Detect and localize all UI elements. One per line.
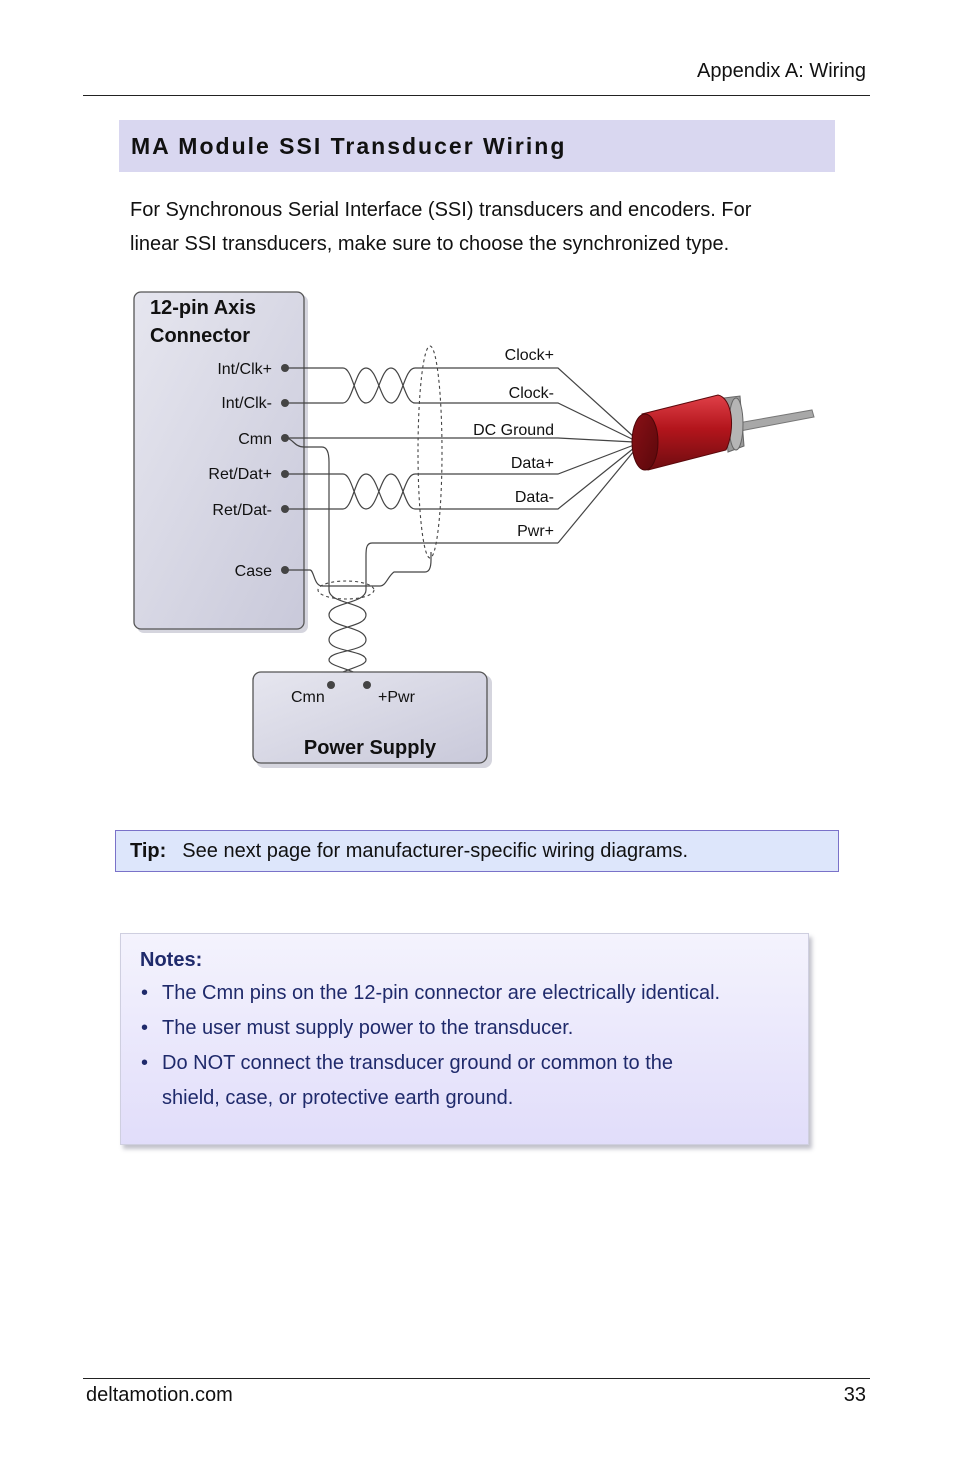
note-text: Do NOT connect the transducer ground or common to the	[162, 1052, 674, 1074]
cable-shield-ellipse	[418, 346, 442, 558]
pin-label-int-clk-plus: Int/Clk+	[217, 361, 272, 378]
section-title-text: MA Module SSI Transducer Wiring	[131, 132, 567, 159]
wire-supply-pwr	[329, 590, 366, 684]
wire-label-clock-plus: Clock+	[504, 347, 554, 364]
note-item	[140, 1046, 790, 1116]
connector-title-line-1: 12-pin Axis	[150, 297, 256, 319]
wire-label-clock-minus: Clock-	[508, 385, 554, 402]
wire-pwr-plus	[558, 451, 634, 543]
intro-line-1: For Synchronous Serial Interface (SSI) transducers and encoders. For	[130, 199, 752, 221]
supply-label-cmn: Cmn	[291, 689, 325, 706]
supply-pin-cmn	[327, 681, 335, 689]
footer-divider	[83, 1378, 870, 1379]
footer-website: deltamotion.com	[86, 1384, 233, 1406]
pin-label-case: Case	[234, 563, 272, 580]
tip-label: Tip:	[130, 839, 167, 862]
connector-title-line-2: Connector	[150, 325, 250, 347]
footer-page-number: 33	[843, 1384, 866, 1406]
wire-label-data-plus: Data+	[510, 455, 554, 472]
bullet-icon: •	[141, 1052, 149, 1074]
bullet-icon: •	[141, 982, 149, 1004]
note-text-continued: shield, case, or protective earth ground.	[162, 1087, 514, 1109]
tip-box	[115, 830, 839, 872]
wire-label-data-minus: Data-	[514, 489, 554, 506]
tip-text: See next page for manufacturer-specific wiring diagrams.	[182, 839, 689, 862]
supply-pin-pwr	[363, 681, 371, 689]
note-text: The user must supply power to the transducer.	[162, 1017, 574, 1039]
note-item	[140, 1011, 790, 1046]
bullet-icon: •	[141, 1017, 149, 1039]
note-text: The Cmn pins on the 12-pin connector are electrically identical.	[162, 982, 721, 1004]
notes-box	[120, 933, 809, 1145]
wire-label-pwr-plus: Pwr+	[517, 523, 554, 540]
note-item	[140, 976, 790, 1011]
power-supply-title: Power Supply	[303, 737, 437, 759]
pin-label-int-clk-minus: Int/Clk-	[221, 395, 272, 412]
intro-line-2: linear SSI transducers, make sure to choose the synchronized type.	[130, 233, 730, 255]
notes-list	[140, 976, 790, 1116]
wire-label-dc-ground: DC Ground	[473, 422, 554, 439]
pin-label-cmn: Cmn	[238, 431, 272, 448]
page-header-section: Appendix A: Wiring	[697, 60, 866, 82]
wire-dc-ground	[285, 438, 634, 442]
supply-label-pwr: +Pwr	[378, 689, 415, 706]
wire-pwr-plus-run	[366, 543, 558, 590]
notes-title: Notes:	[140, 949, 203, 971]
pin-label-ret-dat-minus: Ret/Dat-	[212, 502, 272, 519]
pin-label-ret-dat-plus: Ret/Dat+	[208, 466, 272, 483]
transducer-icon	[632, 395, 814, 470]
